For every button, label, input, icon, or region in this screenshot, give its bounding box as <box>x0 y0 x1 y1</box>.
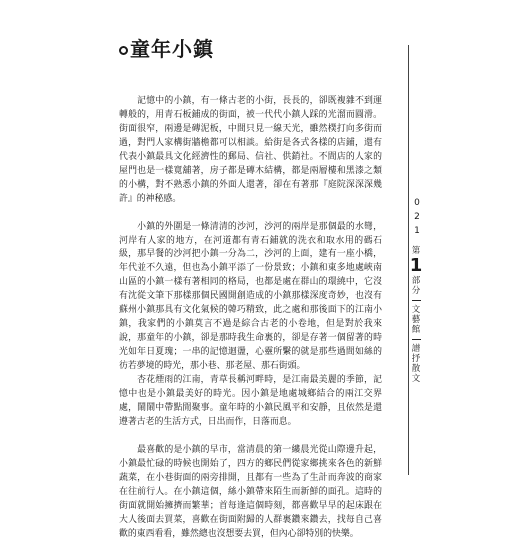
section-char: 散 <box>411 364 421 374</box>
bullet-icon <box>119 46 128 55</box>
chapter-heading <box>119 37 214 61</box>
chapter-number: 1 <box>409 255 423 276</box>
page-number-digit: 2 <box>414 212 420 222</box>
page-number-digit: 1 <box>414 226 420 236</box>
chapter-suffix: 部分 <box>411 276 421 296</box>
section-char: 譜 <box>411 344 421 354</box>
paragraph-2: 小鎮的外圍是一條清清的沙河，沙河的兩岸是那個最的水彎，河岸有人家的地方，在河道都有青石鋪就的洗衣和取水用的碼石級，那早餐的沙河把小鎮一分為二，沙河的上面，建有一座小橋，年代並不久遠，但也為小鎮平添了一份景致；小鎮和東多地處峽南山區的小鎮一樣有著相同的格局，也都是處在群山的環繞中，它沒有沈從文筆下那樣那個民國開創造成的小鎮那樣深度奇妙，也沒有蘇州小鎮那具有文化氣候的韓巧精致，此之處和那後面下的江南小鎮，我家們的小鎮莫言不過是綜合古老的小卷地，但是對於我來說，那童年的小鎮，卻是那時我生命裏的，卻是存著一個留著的時光如年日夏瑰；一串的記憶迴盪，心靈所繫的就是那些過間如絲的彷若夢境的時光，那小巷、那老屋、那石街頭。 <box>119 221 382 372</box>
chapter-title: 童年小鎮 <box>130 37 214 61</box>
chapter-title-char: 館 <box>411 325 421 335</box>
section-char: 文 <box>411 374 421 384</box>
section-char: 抒 <box>411 354 421 364</box>
page-number-digit: 0 <box>414 198 420 208</box>
paragraph-3: 杏花煙雨的江南，青草長稱河畔時，是江南最美麗的季節，記憶中也是小鎮最美好的時光。因小鎮是地處城鄉結合的兩江交界處，鬧鬧中帶點閒聚事。童年時的小鎮民風平和安靜，且依然是還遵著古老的生活方式，日出而作，日落而息。 <box>119 375 382 427</box>
paragraph-1: 記憶中的小鎮，有一條古老的小街，長長的，卻既複雜不到運轉般的，用青石板鋪成的街面，被一代代小鎮人踩的光溜而圓滑。街面很窄，兩邊是磚泥板，中間只見一線天光，雖然樸打向多街而過，對門人家構街牆檐都可以相談。給街是各式各樣的店鋪，還有代表小鎮最具文化經濟性的郵局、信社、供銷社。不間店的人家的屋門也是一樣寬舖著，房子都是磚木結構，都是兩層樓和黑漆之類的小構，對不熟悉小鎮的外面人還著，卻在有著那『庭院深深深幾許』的神秘感。 <box>119 96 382 204</box>
running-header <box>409 246 423 384</box>
article-body <box>119 95 382 541</box>
page-number <box>412 198 422 240</box>
chapter-title-char: 藝 <box>411 315 421 325</box>
header-divider <box>412 339 421 340</box>
chapter-prefix: 第 <box>411 246 421 256</box>
chapter-title-char: 文 <box>411 305 421 315</box>
header-divider <box>412 300 421 301</box>
paragraph-4: 最喜歡的是小鎮的早市，當清晨的第一縷晨光從山際邊升起，小鎮最忙碌的時候也開始了，四方的鄉民們從家鄉挑來各色的新鮮蔬菜，在小巷街面的兩旁排開，且都有一些為了生計而奔波的商家在往前行人。在小鎮這個，絲小鎮帶來陌生而新鮮的面孔。這時的街面就開始擁擠而繁華；首每逢這個時刻，都喜歡早早的起床跟在大人後面去買菜，喜歡在街面附歸的人群裏鑽來鑽去，找每自己喜歡的東西看看，雖然總也沒想要去買，但內心卻特別的快樂。 <box>119 444 382 539</box>
